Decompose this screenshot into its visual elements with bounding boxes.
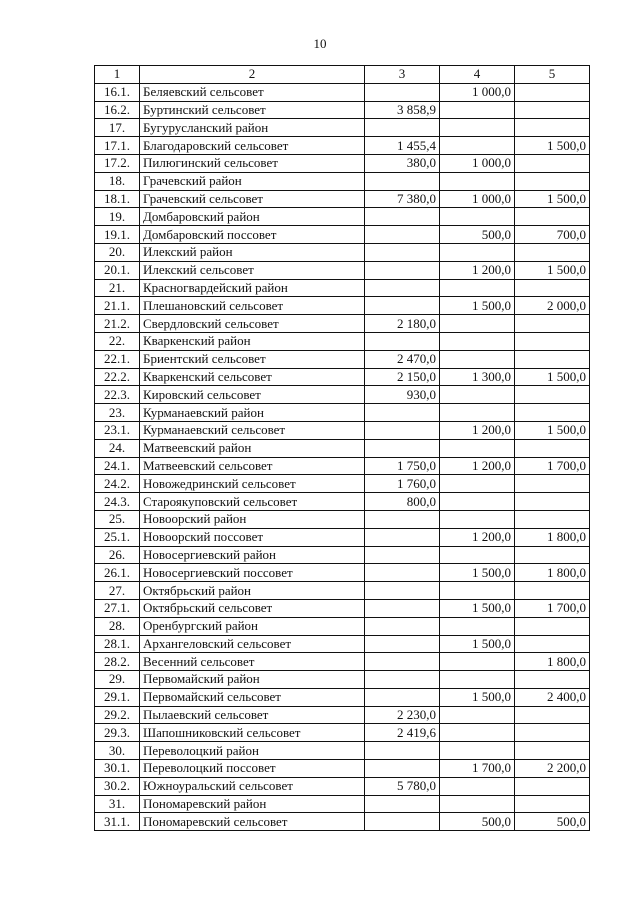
- table-row: [95, 777, 590, 795]
- column-5-value: [515, 208, 590, 226]
- column-3-value: [365, 653, 440, 671]
- name-cell: Новоорский поссовет: [140, 528, 365, 546]
- column-4-value: [440, 279, 515, 297]
- column-5-value: 1 800,0: [515, 528, 590, 546]
- name-cell: Архангеловский сельсовет: [140, 635, 365, 653]
- column-3-value: [365, 208, 440, 226]
- name-cell: Бриентский сельсовет: [140, 350, 365, 368]
- name-cell: Староякуповский сельсовет: [140, 493, 365, 511]
- row-number-cell: 20.: [95, 243, 140, 261]
- column-4-value: 500,0: [440, 226, 515, 244]
- column-3-value: [365, 332, 440, 350]
- row-number-cell: 17.1.: [95, 137, 140, 155]
- column-5-value: [515, 119, 590, 137]
- column-4-value: 500,0: [440, 813, 515, 831]
- page-number: 10: [313, 36, 327, 51]
- name-cell: Октябрьский сельсовет: [140, 599, 365, 617]
- row-number-cell: 25.1.: [95, 528, 140, 546]
- table-row: [95, 404, 590, 422]
- name-cell: Илекский сельсовет: [140, 261, 365, 279]
- name-cell: Матвеевский сельсовет: [140, 457, 365, 475]
- column-3-value: [365, 582, 440, 600]
- table-row: [95, 475, 590, 493]
- column-4-value: [440, 582, 515, 600]
- column-3-value: [365, 83, 440, 101]
- table-row: [95, 386, 590, 404]
- column-3-value: [365, 297, 440, 315]
- name-cell: Переволоцкий район: [140, 742, 365, 760]
- name-cell: Новожедринский сельсовет: [140, 475, 365, 493]
- column-5-value: [515, 83, 590, 101]
- column-4-value: [440, 119, 515, 137]
- column-header: 2: [140, 66, 365, 84]
- row-number-cell: 29.2.: [95, 706, 140, 724]
- row-number-cell: 18.1.: [95, 190, 140, 208]
- column-3-value: [365, 688, 440, 706]
- column-header: 3: [365, 66, 440, 84]
- column-3-value: [365, 119, 440, 137]
- column-5-value: 1 700,0: [515, 599, 590, 617]
- name-cell: Пилюгинский сельсовет: [140, 154, 365, 172]
- table-row: [95, 813, 590, 831]
- column-5-value: 1 500,0: [515, 421, 590, 439]
- name-cell: Пономаревский сельсовет: [140, 813, 365, 831]
- table-row: [95, 795, 590, 813]
- name-cell: Шапошниковский сельсовет: [140, 724, 365, 742]
- column-4-value: [440, 546, 515, 564]
- column-5-value: [515, 795, 590, 813]
- table-row: [95, 688, 590, 706]
- column-4-value: 1 000,0: [440, 190, 515, 208]
- column-header: 1: [95, 66, 140, 84]
- column-4-value: 1 700,0: [440, 760, 515, 778]
- table-row: [95, 154, 590, 172]
- row-number-cell: 27.1.: [95, 599, 140, 617]
- name-cell: Красногвардейский район: [140, 279, 365, 297]
- column-header: 5: [515, 66, 590, 84]
- column-5-value: [515, 350, 590, 368]
- column-3-value: 7 380,0: [365, 190, 440, 208]
- table-row: [95, 208, 590, 226]
- column-4-value: [440, 315, 515, 333]
- name-cell: Кваркенский сельсовет: [140, 368, 365, 386]
- column-5-value: [515, 172, 590, 190]
- column-4-value: [440, 350, 515, 368]
- name-cell: Первомайский сельсовет: [140, 688, 365, 706]
- column-5-value: [515, 635, 590, 653]
- column-3-value: [365, 261, 440, 279]
- column-4-value: [440, 101, 515, 119]
- table-row: [95, 332, 590, 350]
- name-cell: Кировский сельсовет: [140, 386, 365, 404]
- table-row: [95, 172, 590, 190]
- column-5-value: [515, 742, 590, 760]
- column-4-value: [440, 653, 515, 671]
- column-5-value: 1 500,0: [515, 190, 590, 208]
- column-4-value: 1 500,0: [440, 635, 515, 653]
- name-cell: Южноуральский сельсовет: [140, 777, 365, 795]
- name-cell: Благодаровский сельсовет: [140, 137, 365, 155]
- name-cell: Плешановский сельсовет: [140, 297, 365, 315]
- table-row: [95, 83, 590, 101]
- table-row: [95, 261, 590, 279]
- column-4-value: 1 500,0: [440, 297, 515, 315]
- column-4-value: 1 200,0: [440, 528, 515, 546]
- column-3-value: [365, 599, 440, 617]
- row-number-cell: 24.: [95, 439, 140, 457]
- row-number-cell: 30.2.: [95, 777, 140, 795]
- row-number-cell: 30.: [95, 742, 140, 760]
- row-number-cell: 21.: [95, 279, 140, 297]
- row-number-cell: 26.1.: [95, 564, 140, 582]
- row-number-cell: 22.3.: [95, 386, 140, 404]
- column-3-value: [365, 226, 440, 244]
- table-row: [95, 493, 590, 511]
- table-row: [95, 421, 590, 439]
- name-cell: Новосергиевский поссовет: [140, 564, 365, 582]
- table-row: [95, 368, 590, 386]
- column-3-value: 2 150,0: [365, 368, 440, 386]
- row-number-cell: 28.: [95, 617, 140, 635]
- table-row: [95, 243, 590, 261]
- column-3-value: 2 419,6: [365, 724, 440, 742]
- column-4-value: [440, 243, 515, 261]
- column-5-value: [515, 546, 590, 564]
- column-4-value: [440, 671, 515, 689]
- column-3-value: 380,0: [365, 154, 440, 172]
- row-number-cell: 22.: [95, 332, 140, 350]
- row-number-cell: 22.1.: [95, 350, 140, 368]
- name-cell: Грачевский район: [140, 172, 365, 190]
- name-cell: Весенний сельсовет: [140, 653, 365, 671]
- column-4-value: 1 000,0: [440, 83, 515, 101]
- column-4-value: [440, 475, 515, 493]
- column-3-value: 5 780,0: [365, 777, 440, 795]
- name-cell: Переволоцкий поссовет: [140, 760, 365, 778]
- column-3-value: [365, 671, 440, 689]
- column-4-value: [440, 510, 515, 528]
- row-number-cell: 27.: [95, 582, 140, 600]
- column-3-value: [365, 635, 440, 653]
- table-row: [95, 279, 590, 297]
- column-4-value: [440, 208, 515, 226]
- column-4-value: 1 200,0: [440, 421, 515, 439]
- column-3-value: [365, 546, 440, 564]
- row-number-cell: 24.2.: [95, 475, 140, 493]
- column-4-value: [440, 493, 515, 511]
- column-4-value: 1 500,0: [440, 599, 515, 617]
- name-cell: Буртинский сельсовет: [140, 101, 365, 119]
- table-row: [95, 528, 590, 546]
- column-3-value: [365, 421, 440, 439]
- column-5-value: 1 500,0: [515, 137, 590, 155]
- table-row: [95, 119, 590, 137]
- column-5-value: 2 200,0: [515, 760, 590, 778]
- name-cell: Новосергиевский район: [140, 546, 365, 564]
- row-number-cell: 19.: [95, 208, 140, 226]
- row-number-cell: 31.1.: [95, 813, 140, 831]
- row-number-cell: 16.2.: [95, 101, 140, 119]
- column-5-value: [515, 386, 590, 404]
- column-5-value: 1 800,0: [515, 653, 590, 671]
- table-row: [95, 190, 590, 208]
- column-3-value: [365, 243, 440, 261]
- name-cell: Курманаевский сельсовет: [140, 421, 365, 439]
- column-3-value: 1 750,0: [365, 457, 440, 475]
- column-5-value: 1 800,0: [515, 564, 590, 582]
- column-4-value: 1 200,0: [440, 261, 515, 279]
- column-5-value: [515, 777, 590, 795]
- column-5-value: [515, 706, 590, 724]
- name-cell: Беляевский сельсовет: [140, 83, 365, 101]
- column-4-value: 1 200,0: [440, 457, 515, 475]
- column-4-value: 1 500,0: [440, 688, 515, 706]
- column-5-value: [515, 617, 590, 635]
- column-5-value: 1 500,0: [515, 261, 590, 279]
- column-4-value: [440, 706, 515, 724]
- column-3-value: [365, 279, 440, 297]
- column-3-value: 800,0: [365, 493, 440, 511]
- column-3-value: [365, 742, 440, 760]
- row-number-cell: 23.: [95, 404, 140, 422]
- allocation-table: [94, 65, 590, 831]
- table-row: [95, 439, 590, 457]
- table-row: [95, 315, 590, 333]
- row-number-cell: 28.2.: [95, 653, 140, 671]
- row-number-cell: 20.1.: [95, 261, 140, 279]
- column-3-value: [365, 439, 440, 457]
- column-5-value: 700,0: [515, 226, 590, 244]
- column-3-value: 1 455,4: [365, 137, 440, 155]
- row-number-cell: 25.: [95, 510, 140, 528]
- name-cell: Первомайский район: [140, 671, 365, 689]
- row-number-cell: 21.1.: [95, 297, 140, 315]
- table-row: [95, 653, 590, 671]
- column-5-value: [515, 475, 590, 493]
- row-number-cell: 28.1.: [95, 635, 140, 653]
- row-number-cell: 29.3.: [95, 724, 140, 742]
- name-cell: Бугурусланский район: [140, 119, 365, 137]
- column-4-value: 1 300,0: [440, 368, 515, 386]
- column-4-value: [440, 724, 515, 742]
- column-header: 4: [440, 66, 515, 84]
- column-4-value: [440, 617, 515, 635]
- column-5-value: 2 400,0: [515, 688, 590, 706]
- row-number-cell: 24.3.: [95, 493, 140, 511]
- column-3-value: [365, 564, 440, 582]
- column-4-value: [440, 439, 515, 457]
- column-3-value: [365, 510, 440, 528]
- column-5-value: [515, 243, 590, 261]
- column-5-value: [515, 493, 590, 511]
- column-3-value: [365, 813, 440, 831]
- column-5-value: [515, 671, 590, 689]
- column-4-value: [440, 404, 515, 422]
- row-number-cell: 29.: [95, 671, 140, 689]
- column-3-value: [365, 795, 440, 813]
- name-cell: Свердловский сельсовет: [140, 315, 365, 333]
- column-5-value: [515, 279, 590, 297]
- table-row: [95, 760, 590, 778]
- name-cell: Домбаровский район: [140, 208, 365, 226]
- table-row: [95, 599, 590, 617]
- column-4-value: [440, 742, 515, 760]
- row-number-cell: 16.1.: [95, 83, 140, 101]
- column-5-value: 500,0: [515, 813, 590, 831]
- row-number-cell: 17.: [95, 119, 140, 137]
- column-3-value: [365, 760, 440, 778]
- row-number-cell: 22.2.: [95, 368, 140, 386]
- name-cell: Новоорский район: [140, 510, 365, 528]
- table-row: [95, 297, 590, 315]
- column-4-value: 1 000,0: [440, 154, 515, 172]
- table-row: [95, 724, 590, 742]
- table-row: [95, 457, 590, 475]
- row-number-cell: 31.: [95, 795, 140, 813]
- column-3-value: 3 858,9: [365, 101, 440, 119]
- column-3-value: 2 230,0: [365, 706, 440, 724]
- row-number-cell: 19.1.: [95, 226, 140, 244]
- row-number-cell: 30.1.: [95, 760, 140, 778]
- column-5-value: [515, 439, 590, 457]
- column-3-value: [365, 172, 440, 190]
- column-3-value: [365, 404, 440, 422]
- column-5-value: [515, 404, 590, 422]
- column-5-value: 2 000,0: [515, 297, 590, 315]
- table-row: [95, 101, 590, 119]
- column-3-value: [365, 528, 440, 546]
- table-row: [95, 706, 590, 724]
- name-cell: Курманаевский район: [140, 404, 365, 422]
- column-3-value: 1 760,0: [365, 475, 440, 493]
- column-5-value: [515, 154, 590, 172]
- table-row: [95, 742, 590, 760]
- table-row: [95, 582, 590, 600]
- row-number-cell: 18.: [95, 172, 140, 190]
- name-cell: Пылаевский сельсовет: [140, 706, 365, 724]
- table-row: [95, 510, 590, 528]
- table-row: [95, 617, 590, 635]
- column-4-value: [440, 386, 515, 404]
- column-5-value: [515, 315, 590, 333]
- row-number-cell: 29.1.: [95, 688, 140, 706]
- row-number-cell: 26.: [95, 546, 140, 564]
- column-3-value: 2 470,0: [365, 350, 440, 368]
- row-number-cell: 23.1.: [95, 421, 140, 439]
- name-cell: Оренбургский район: [140, 617, 365, 635]
- row-number-cell: 24.1.: [95, 457, 140, 475]
- name-cell: Домбаровский поссовет: [140, 226, 365, 244]
- name-cell: Октябрьский район: [140, 582, 365, 600]
- table-row: [95, 350, 590, 368]
- column-4-value: 1 500,0: [440, 564, 515, 582]
- table-row: [95, 564, 590, 582]
- column-3-value: [365, 617, 440, 635]
- table-row: [95, 226, 590, 244]
- name-cell: Грачевский сельсовет: [140, 190, 365, 208]
- table-row: [95, 137, 590, 155]
- row-number-cell: 17.2.: [95, 154, 140, 172]
- column-3-value: 930,0: [365, 386, 440, 404]
- column-5-value: [515, 510, 590, 528]
- name-cell: Кваркенский район: [140, 332, 365, 350]
- row-number-cell: 21.2.: [95, 315, 140, 333]
- column-4-value: [440, 172, 515, 190]
- table-row: [95, 635, 590, 653]
- column-5-value: [515, 582, 590, 600]
- column-5-value: [515, 724, 590, 742]
- name-cell: Матвеевский район: [140, 439, 365, 457]
- column-4-value: [440, 795, 515, 813]
- column-4-value: [440, 777, 515, 795]
- name-cell: Илекский район: [140, 243, 365, 261]
- column-3-value: 2 180,0: [365, 315, 440, 333]
- table-header-row: [95, 66, 590, 84]
- column-5-value: [515, 332, 590, 350]
- name-cell: Пономаревский район: [140, 795, 365, 813]
- table-row: [95, 546, 590, 564]
- column-4-value: [440, 137, 515, 155]
- column-5-value: [515, 101, 590, 119]
- column-5-value: 1 700,0: [515, 457, 590, 475]
- table-row: [95, 671, 590, 689]
- column-4-value: [440, 332, 515, 350]
- column-5-value: 1 500,0: [515, 368, 590, 386]
